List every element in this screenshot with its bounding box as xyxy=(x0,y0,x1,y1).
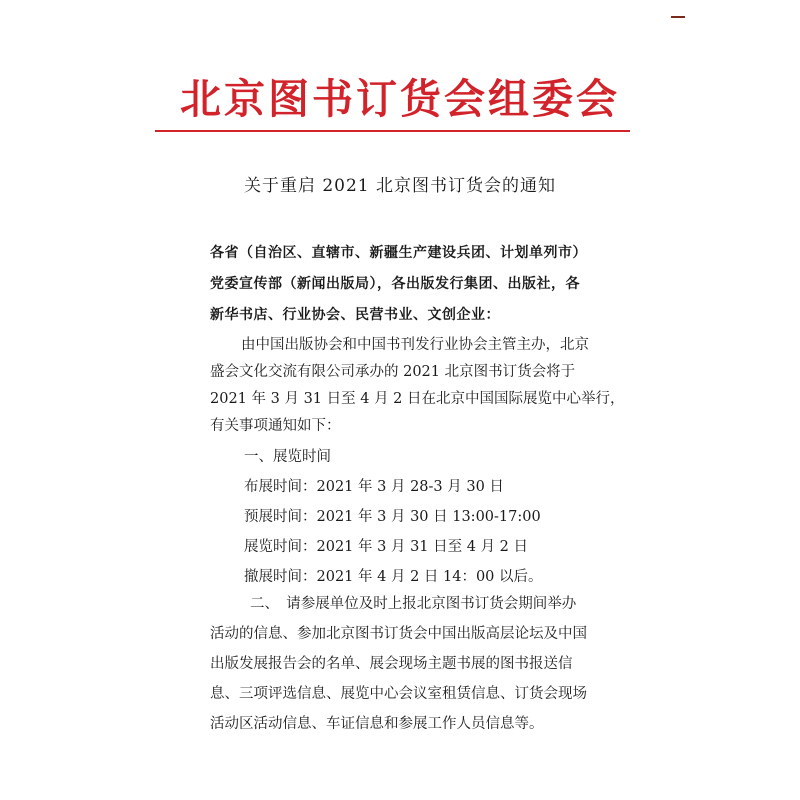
schedule-item: 预展时间：2021 年 3 月 30 日 13:00-17:00 xyxy=(244,509,541,525)
schedule-item: 布展时间：2021 年 3 月 28-3 月 30 日 xyxy=(244,479,504,495)
schedule-item: 展览时间：2021 年 3 月 31 日至 4 月 2 日 xyxy=(244,539,529,555)
addressee-line: 各省（自治区、直辖市、新疆生产建设兵团、计划单列市） xyxy=(210,245,587,261)
section2-line: 活动的信息、参加北京图书订货会中国出版高层论坛及中国 xyxy=(210,626,587,642)
intro-line: 盛会文化交流有限公司承办的 2021 北京图书订货会将于 xyxy=(210,364,576,380)
addressee-line: 党委宣传部（新闻出版局），各出版发行集团、出版社，各 xyxy=(210,276,580,292)
section2-line: 息、三项评选信息、展览中心会议室租赁信息、订货会现场 xyxy=(210,686,587,702)
corner-mark xyxy=(671,16,685,18)
intro-line: 由中国出版协会和中国书刊发行业协会主管主办，北京 xyxy=(241,337,589,353)
addressee-line: 新华书店、行业协会、民营书业、文创企业： xyxy=(210,307,500,323)
section2-line: 出版发展报告会的名单、展会现场主题书展的图书报送信 xyxy=(210,656,573,672)
intro-line: 2021 年 3 月 31 日至 4 月 2 日在北京中国国际展览中心举行， xyxy=(210,391,625,407)
document-title: 关于重启 2021 北京图书订货会的通知 xyxy=(243,176,557,196)
section2-line: 二、 请参展单位及时上报北京图书订货会期间举办 xyxy=(250,596,577,612)
header-divider xyxy=(155,130,630,132)
intro-line: 有关事项通知如下： xyxy=(210,418,341,434)
section-heading: 一、展览时间 xyxy=(244,449,331,465)
organization-header: 北京图书订货会组委会 xyxy=(180,75,620,123)
section2-line: 活动区活动信息、车证信息和参展工作人员信息等。 xyxy=(210,716,544,732)
schedule-item: 撤展时间：2021 年 4 月 2 日 14：00 以后。 xyxy=(244,569,543,585)
